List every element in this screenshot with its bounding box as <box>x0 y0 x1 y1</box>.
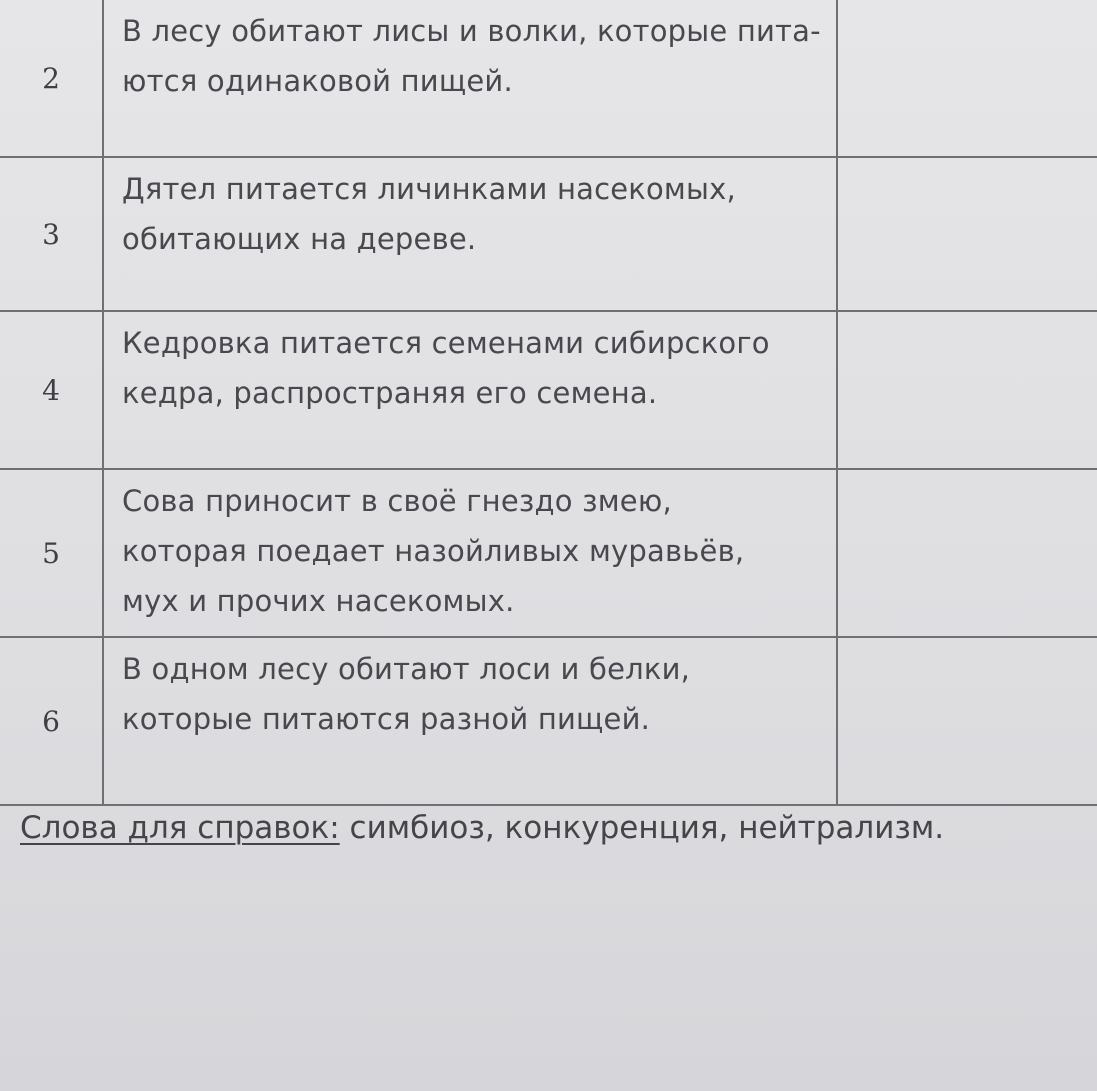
table-row <box>0 469 1097 637</box>
description-line: которая поедает назойливых муравьёв, <box>122 534 745 568</box>
row-description <box>103 0 837 157</box>
description-line: обитающих на дереве. <box>122 222 477 256</box>
table-row <box>0 157 1097 311</box>
answer-cell[interactable] <box>837 469 1097 637</box>
answer-cell[interactable] <box>837 0 1097 157</box>
answer-cell[interactable] <box>837 157 1097 311</box>
reference-list: симбиоз, конкуренция, нейтрализм. <box>339 810 945 846</box>
row-number: 2 <box>0 0 103 157</box>
answer-cell[interactable] <box>837 311 1097 469</box>
row-description <box>103 637 837 805</box>
table-row <box>0 311 1097 469</box>
description-line: В лесу обитают лисы и волки, которые пита- <box>122 14 821 48</box>
row-description <box>103 469 837 637</box>
answer-cell[interactable] <box>837 637 1097 805</box>
reference-label: Слова для справок: <box>20 810 340 846</box>
description-line: Сова приносит в своё гнездо змею, <box>122 484 672 518</box>
description-line: кедра, распространяя его семена. <box>122 376 658 410</box>
description-line: В одном лесу обитают лоси и белки, <box>122 652 691 686</box>
reference-words <box>20 810 944 846</box>
row-description <box>103 157 837 311</box>
row-number: 3 <box>0 157 103 311</box>
row-number: 4 <box>0 311 103 469</box>
row-number: 5 <box>0 469 103 637</box>
description-line: ются одинаковой пищей. <box>122 64 513 98</box>
description-line: Дятел питается личинками насекомых, <box>122 172 736 206</box>
description-line: Кедровка питается семенами сибирского <box>122 326 770 360</box>
row-description <box>103 311 837 469</box>
description-line: мух и прочих насекомых. <box>122 584 515 618</box>
table-row <box>0 0 1097 157</box>
description-line: которые питаются разной пищей. <box>122 702 651 736</box>
row-number: 6 <box>0 637 103 805</box>
table-row <box>0 637 1097 805</box>
